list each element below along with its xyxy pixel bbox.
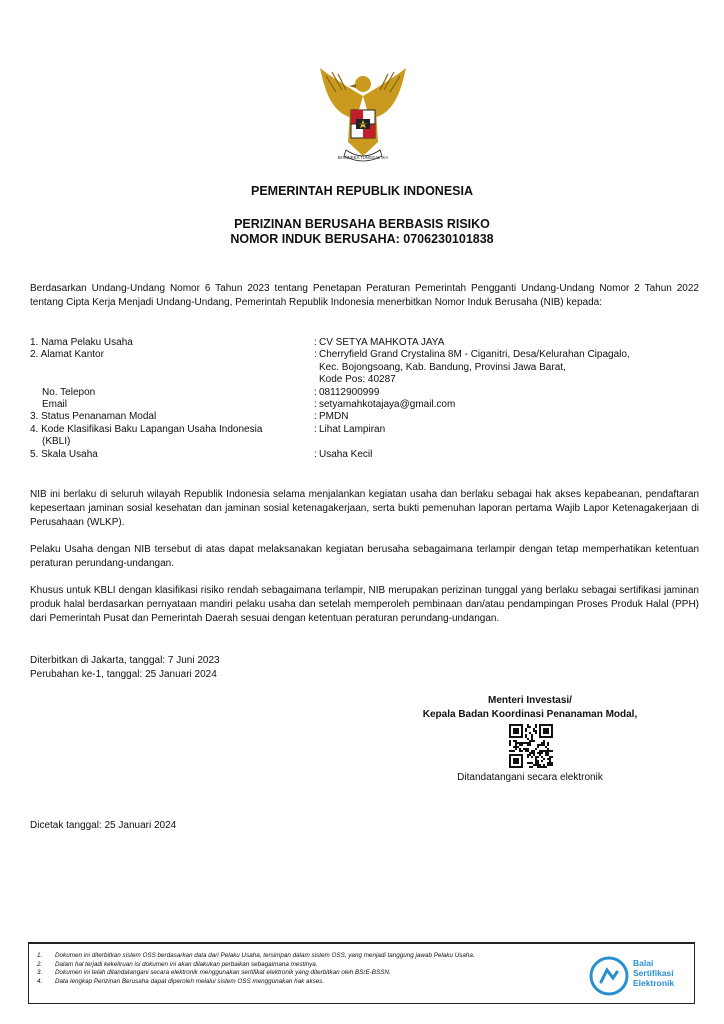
government-heading: PEMERINTAH REPUBLIK INDONESIA — [250, 184, 473, 198]
footer-note: 3. Dokumen ini telah ditandatangani secara elektronik menggunakan sertifikat elektronik yang diterbitkan oleh BSrE-BSSN. — [37, 969, 391, 977]
nib-number: NOMOR INDUK BERUSAHA: 0706230101838 — [230, 232, 494, 246]
garuda-emblem-icon — [316, 66, 410, 166]
issue-dates — [30, 654, 220, 682]
bsre-logo-line: Sertifikasi — [633, 968, 674, 978]
field-label: 2. Alamat Kantor — [30, 349, 104, 361]
field-label: 4. Kode Klasifikasi Baku Lapangan Usaha Indonesia — [30, 423, 263, 435]
field-row: 4. Kode Klasifikasi Baku Lapangan Usaha Indonesia : Lihat Lampiran — [30, 424, 700, 436]
office-address-line: Kec. Bojongsoang, Kab. Bandung, Provinsi Jawa Barat, — [319, 361, 566, 373]
signatory-title: Menteri Investasi/ Kepala Badan Koordinasi Penanaman Modal, — [422, 695, 638, 720]
field-label: 3. Status Penanaman Modal — [30, 411, 157, 423]
intro-paragraph: Berdasarkan Undang-Undang Nomor 6 Tahun 2023 tentang Penetapan Peraturan Pemerintah Pengganti Undang-Undang Nomor 2 Tahun 2022 tentang Cipta Kerja Menjadi Undang-Undang, Pemerintah Republik Indonesia menerbitkan Nomor Induk Berusaha (NIB) kepada: — [30, 283, 699, 308]
field-row — [30, 362, 700, 374]
field-row: No. Telepon : 08112900999 — [30, 387, 700, 399]
permit-title: PERIZINAN BERUSAHA BERBASIS RISIKO — [234, 217, 490, 231]
emblem-motto: BHINNEKA TUNGGAL IKA — [337, 155, 389, 160]
field-label: (KBLI) — [42, 436, 71, 448]
phone-number: 08112900999 — [319, 386, 380, 398]
field-row: 3. Status Penanaman Modal : PMDN — [30, 411, 700, 423]
field-label: 1. Nama Pelaku Usaha — [30, 337, 133, 348]
business-name: CV SETYA MAHKOTA JAYA — [319, 337, 445, 348]
field-row: 2. Alamat Kantor : Cherryfield Grand Crystalina 8M - Ciganitri, Desa/Kelurahan Cipagalo, — [30, 349, 700, 361]
footer-note: 2. Dalam hal terjadi kekeliruan isi dokumen ini akan dilakukan perbaikan sebagaimana mestinya. — [37, 960, 318, 968]
field-label: No. Telepon — [42, 386, 96, 398]
field-row: 1. Nama Pelaku Usaha : CV SETYA MAHKOTA JAYA — [30, 337, 700, 349]
kbli-value: Lihat Lampiran — [319, 423, 386, 435]
office-address-line: Kode Pos: 40287 — [319, 374, 396, 386]
field-row — [30, 436, 700, 448]
halal-paragraph: Khusus untuk KBLI dengan klasifikasi risiko rendah sebagaimana terlampir, NIB merupakan perizinan tunggal yang berlaku sebagai sertifikasi jaminan produk halal berdasarkan pernyataan mandiri pelaku usaha dan setelah memperoleh pembinaan dan/atau pendampingan Proses Produk Halal (PPH) dari Pemerintah Pusat dan Pemerintah Daerah sesuai dengan ketentuan peraturan perundang-undangan. — [30, 585, 699, 624]
printed-date: Dicetak tanggal: 25 Januari 2024 — [30, 820, 177, 831]
amended-date: Perubahan ke-1, tanggal: 25 Januari 2024 — [30, 669, 217, 680]
footer-notes — [37, 952, 597, 986]
footer-notes-box — [28, 942, 695, 1004]
issued-date: Diterbitkan di Jakarta, tanggal: 7 Juni 2023 — [30, 655, 220, 666]
field-row — [30, 374, 700, 386]
office-address-line: Cherryfield Grand Crystalina 8M - Ciganitri, Desa/Kelurahan Cipagalo, — [319, 349, 630, 361]
field-row: 5. Skala Usaha : Usaha Kecil — [30, 449, 700, 461]
validity-paragraph: NIB ini berlaku di seluruh wilayah Republik Indonesia selama menjalankan kegiatan usaha dan berlaku sebagai hak akses kepabeanan, pendaftaran kepesertaan jaminan sosial kesehatan dan jaminan sosial ketenagakerjaan, serta bukti pemenuhan laporan pertama Wajib Lapor Ketenagakerjaan di Perusahaan (WLKP). — [30, 489, 699, 528]
business-scale: Usaha Kecil — [319, 448, 373, 460]
signature-qr-code-icon — [509, 724, 553, 768]
investment-status: PMDN — [319, 411, 349, 423]
business-details — [30, 337, 700, 461]
bsre-logo-line: Elektronik — [633, 978, 675, 988]
bsre-logo-line: Balai — [633, 958, 654, 968]
footer-note: 4. Data lengkap Perizinan Berusaha dapat diperoleh melalui sistem OSS menggunakan hak akses. — [37, 977, 325, 985]
bsre-shield-icon — [589, 956, 629, 996]
electronic-signature-note: Ditandatangani secara elektronik — [457, 772, 603, 783]
permit-heading — [0, 217, 724, 247]
email-address: setyamahkotajaya@gmail.com — [319, 399, 456, 411]
field-label: Email — [42, 399, 68, 411]
footer-note: 1. Dokumen ini diterbitkan sistem OSS berdasarkan data dari Pelaku Usaha, tersimpan dalam sistem OSS, yang menjadi tanggung jawab Pelaku Usaha. — [37, 952, 475, 959]
field-row: Email : setyamahkotajaya@gmail.com — [30, 399, 700, 411]
field-label: 5. Skala Usaha — [30, 448, 98, 460]
activity-paragraph: Pelaku Usaha dengan NIB tersebut di atas dapat melaksanakan kegiatan berusaha sebagaimana terlampir dengan tetap memperhatikan ketentuan peraturan perundang-undangan. — [30, 544, 699, 569]
bsre-logo — [589, 954, 693, 998]
